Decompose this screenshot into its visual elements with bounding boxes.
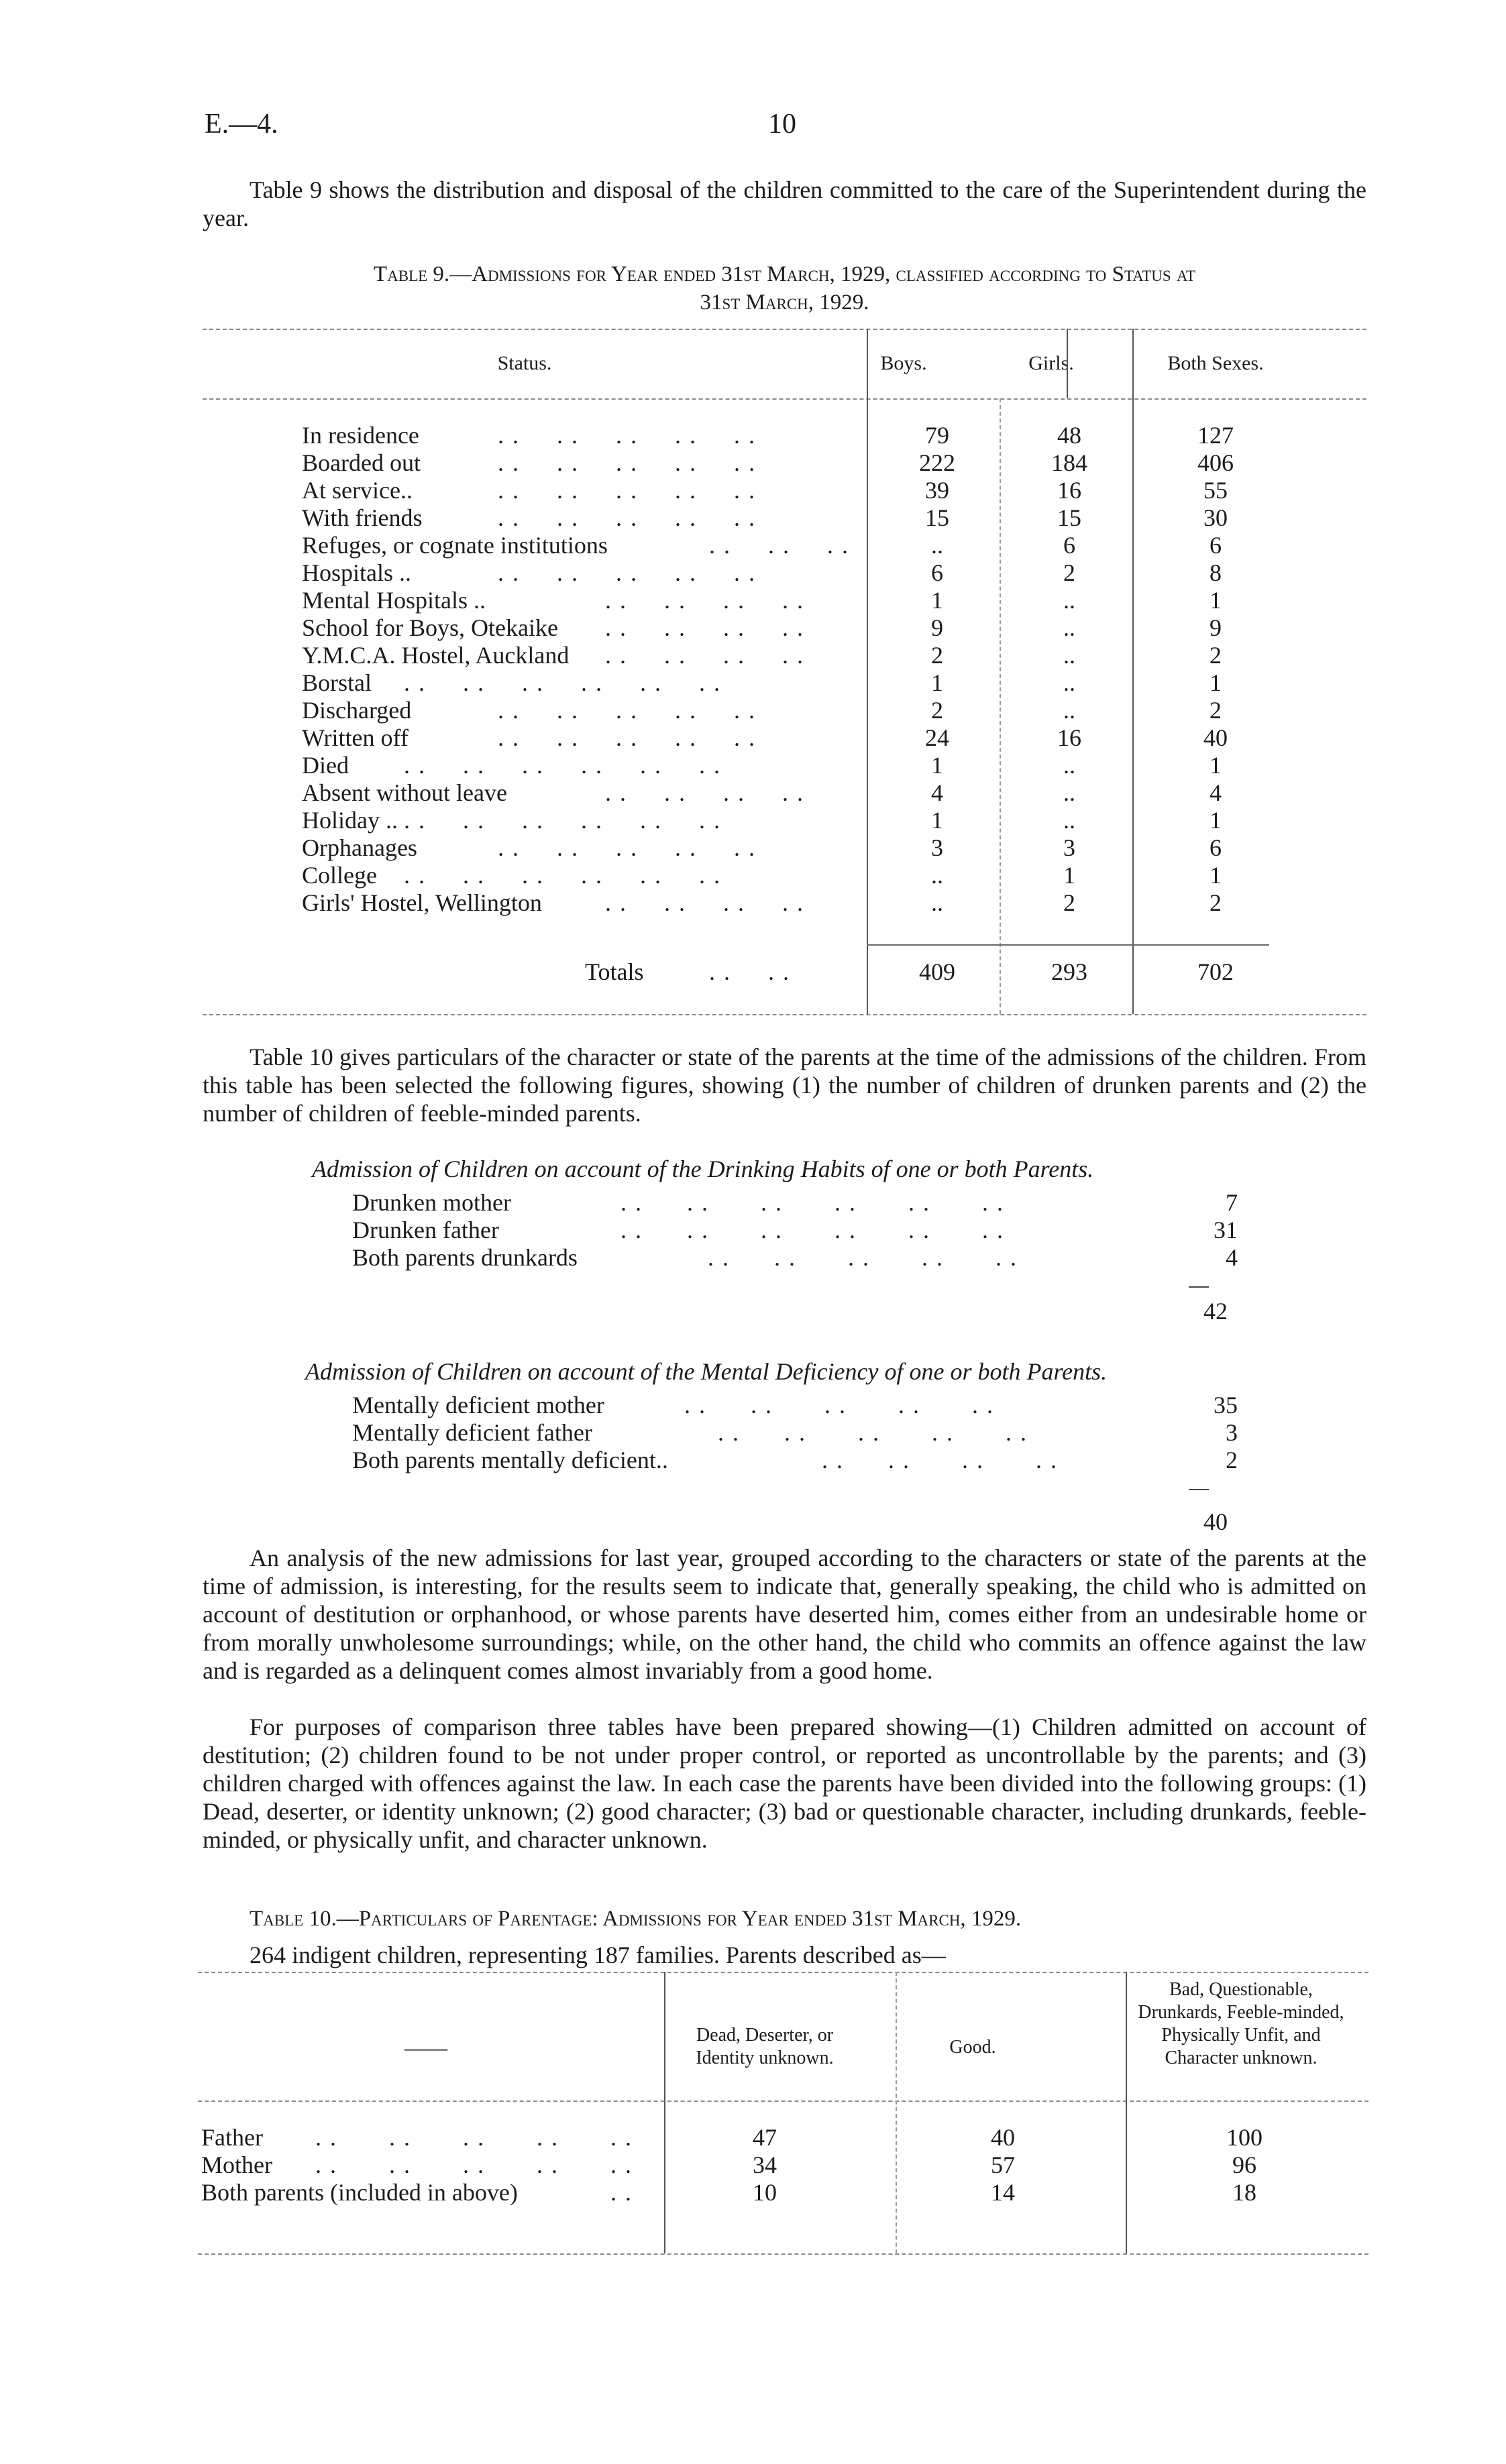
leader-dots: . . . . . . . . . . [718,1419,1028,1446]
table9 [203,329,1366,1033]
table-row [203,751,1366,779]
row-both: 1 [1209,862,1222,889]
row-both: 9 [1209,614,1222,641]
table-row [203,861,1366,889]
row-boys: .. [931,532,943,559]
mental-total: 40 [1203,1508,1228,1535]
row-status: Y.M.C.A. Hostel, Auckland [302,642,570,669]
row-status: At service.. [302,477,413,504]
row-both: 1 [1209,807,1222,834]
table-row [198,2151,1368,2178]
sum-rule [1189,1489,1209,1490]
row-girls: .. [1063,807,1075,834]
row-both: 6 [1209,834,1222,861]
row-boys: 79 [925,422,949,449]
row-status: In residence [302,422,419,449]
table9-caption-line2: 31st March, 1929. [700,290,869,315]
intro-paragraph: Table 9 shows the distribution and disposal of the children committed to the care of the Superintendent during the year. [203,176,1366,231]
table9-caption-line1: Table 9.—Admissions for Year ended 31st March, 1929, classified according to Status at [373,262,1196,286]
leader-dots: . . . . . . . . . . [684,1392,994,1418]
row-boys: 3 [931,834,943,861]
table10-top-rule [198,1972,1368,1973]
row-boys: 24 [925,724,949,751]
list-item [352,1446,1238,1473]
leader-dots: . . . . . . . . . . [498,504,756,531]
leader-dots: . . . . . . [709,532,849,559]
row-status: Holiday .. [302,807,398,834]
item-value: 31 [1214,1217,1238,1243]
leader-dots: . . . . . . . . . . [498,559,756,586]
table9-totals-rule [867,944,1269,946]
row-both: 1 [1209,669,1222,696]
leader-dots: . . . . . . . . [605,889,804,916]
row-both: 2 [1209,889,1222,916]
row-boys: .. [931,889,943,916]
row-both: 2 [1209,642,1222,669]
leader-dots: . . . . . . . . . . [498,697,756,724]
row-girls: .. [1063,614,1075,641]
table-row [198,2123,1368,2151]
totals-boys: 409 [919,958,955,985]
row-both: 406 [1197,449,1234,476]
table9-header-boys: Boys. [880,352,927,374]
drinking-heading: Admission of Children on account of the Drinking Habits of one or both Parents. [312,1156,1094,1182]
row-both: 1 [1209,752,1222,779]
leader-dots: . . . . . . . . . . [315,2151,633,2178]
item-value: 35 [1214,1392,1238,1418]
row-boys: 1 [931,807,943,834]
table9-totals-row [203,958,1366,985]
row-boys: 2 [931,697,943,724]
row-label: Father [201,2124,263,2151]
table10-header-good: Good. [949,2037,996,2058]
item-value: 3 [1226,1419,1238,1446]
table9-bottom-rule [203,1014,1366,1015]
table10-header-rule [198,2101,1368,2102]
row-both: 40 [1203,724,1228,751]
row-status: Discharged [302,697,412,724]
leader-dots: . . . . . . . . . . . . [404,807,721,834]
row-status: School for Boys, Otekaike [302,614,558,641]
list-item [352,1216,1238,1243]
row-good: 40 [991,2124,1015,2151]
table9-header-both: Both Sexes. [1167,352,1264,374]
leader-dots: . . . . . . . . . . [498,449,756,476]
leader-dots: . . . . . . . . . . [708,1244,1018,1271]
row-status: Written off [302,724,409,751]
row-label: Mother [201,2151,272,2178]
row-good: 14 [991,2179,1015,2206]
leader-dots: . . . . . . . . [605,642,804,669]
row-boys: 39 [925,477,949,504]
table-row [203,559,1366,586]
row-girls: 6 [1063,532,1075,559]
table-row [203,806,1366,834]
leader-dots: . . . . . . . . . . [315,2124,633,2151]
table-row [203,531,1366,559]
table10-col-divider-2 [1126,1972,1127,2253]
row-status: Boarded out [302,449,421,476]
row-boys: 1 [931,587,943,614]
row-girls: .. [1063,587,1075,614]
row-bad: 96 [1232,2151,1256,2178]
row-boys: 9 [931,614,943,641]
leader-dots: . . [610,2179,633,2206]
list-item [352,1418,1238,1446]
row-girls: .. [1063,752,1075,779]
leader-dots: . . . . . . . . [822,1447,1058,1473]
table10-caption: Table 10.—Particulars of Parentage: Admissions for Year ended 31st March, 1929. [250,1907,1022,1931]
row-girls: .. [1063,669,1075,696]
row-both: 8 [1209,559,1222,586]
leader-dots: . . . . . . . . . . [498,724,756,751]
row-status: Girls' Hostel, Wellington [302,889,542,916]
table9-caption [203,260,1366,317]
table10-header-blank: —— [405,2035,447,2060]
row-dead: 47 [753,2124,777,2151]
leader-dots: . . . . . . . . . . . . [404,669,721,696]
table10 [198,1972,1368,2280]
table10-header-bad: Bad, Questionable, Drunkards, Feeble-minded, Physically Unfit, and Character unknown. [1138,1979,1344,2068]
row-both: 30 [1203,504,1228,531]
row-status: Refuges, or cognate institutions [302,532,608,559]
leader-dots: . . . . . . . . [605,587,804,614]
row-girls: 2 [1063,559,1075,586]
item-label: Both parents drunkards [352,1244,578,1271]
row-girls: .. [1063,697,1075,724]
row-status: Orphanages [302,834,417,861]
leader-dots: . . . . . . . . . . [498,477,756,504]
row-boys: 222 [919,449,955,476]
list-item [352,1243,1238,1271]
table-row [203,669,1366,696]
row-boys: 4 [931,779,943,806]
table-row [203,449,1366,476]
table-row [203,476,1366,504]
row-bad: 18 [1232,2179,1256,2206]
leader-dots: . . . . . . . . [605,779,804,806]
sum-rule [1189,1286,1209,1288]
table10-intro-paragraph: Table 10 gives particulars of the character or state of the parents at the time of the admissions of the children. From this table has been selected the following figures, showing (1) the number of children of drunken parents and (2) the number of children of feeble-minded parents. [203,1044,1366,1127]
row-boys: 6 [931,559,943,586]
item-label: Both parents mentally deficient.. [352,1447,668,1473]
table9-head-divider-0 [867,329,868,398]
totals-girls: 293 [1051,958,1087,985]
leader-dots: . . . . . . . . [605,614,804,641]
row-dead: 10 [753,2179,777,2206]
table-row [203,504,1366,531]
row-status: Hospitals .. [302,559,412,586]
leader-dots: . . . . . . . . . . . . [404,862,721,889]
row-status: Mental Hospitals .. [302,587,486,614]
table-row [203,421,1366,449]
totals-both: 702 [1197,958,1234,985]
row-boys: 2 [931,642,943,669]
table9-head-divider-2 [1132,329,1134,398]
item-label: Drunken father [352,1217,499,1243]
row-girls: 16 [1057,724,1081,751]
row-girls: .. [1063,642,1075,669]
drinking-total: 42 [1203,1298,1228,1325]
table10-subcaption: 264 indigent children, representing 187 families. Parents described as— [250,1942,946,1968]
purposes-paragraph: For purposes of comparison three tables have been prepared showing—(1) Children admitted on account of destitution; (2) children found to be not under proper control, or reported as uncontrollable by the parents; and (3) children charged with offences against the law. In each case the parents have been divided into the following groups: (1) Dead, deserter, or identity unknown; (2) good character; (3) bad or questionable character, including drunkards, feeble-minded, or physically unfit, and character unknown. [203,1714,1366,1853]
totals-label: Totals [585,958,644,985]
leader-dots: . . . . [709,958,790,985]
row-boys: 1 [931,669,943,696]
leader-dots: . . . . . . . . . . . . [621,1189,1004,1216]
row-status: Died [302,752,349,779]
table-row [203,889,1366,916]
table9-header-status: Status. [497,352,552,374]
row-boys: .. [931,862,943,889]
item-label: Drunken mother [352,1189,511,1216]
row-status: Absent without leave [302,779,507,806]
table-row [203,779,1366,806]
table9-head-divider-1 [1067,329,1068,398]
page-number: 10 [768,109,796,139]
table-row [203,641,1366,669]
row-boys: 15 [925,504,949,531]
row-both: 6 [1209,532,1222,559]
row-status: Borstal [302,669,372,696]
row-girls: 16 [1057,477,1081,504]
list-item [352,1188,1238,1216]
analysis-paragraph: An analysis of the new admissions for last year, grouped according to the characters or state of the parents at the time of admission, is interesting, for the results seem to indicate that, generally speaking, the child who is admitted on account of destitution or orphanhood, or whose parents have deserted him, comes either from an undesirable home or from morally unwholesome surroundings; while, on the other hand, the child who commits an offence against the law and is regarded as a delinquent comes almost invariably from a good home. [203,1545,1366,1684]
row-both: 55 [1203,477,1228,504]
item-value: 4 [1226,1244,1238,1271]
table-row [203,586,1366,614]
row-both: 4 [1209,779,1222,806]
row-girls: 2 [1063,889,1075,916]
row-both: 2 [1209,697,1222,724]
item-label: Mentally deficient mother [352,1392,604,1418]
table-row [203,614,1366,641]
row-boys: 1 [931,752,943,779]
leader-dots: . . . . . . . . . . . . [404,752,721,779]
table-row [203,696,1366,724]
row-girls: .. [1063,779,1075,806]
table9-header-rule [203,398,1366,400]
table10-header-dead: Dead, Deserter, or Identity unknown. [696,2025,834,2068]
row-girls: 15 [1057,504,1081,531]
row-girls: 48 [1057,422,1081,449]
row-status: College [302,862,377,889]
row-bad: 100 [1226,2124,1262,2151]
table10-col-divider-1 [896,1972,897,2253]
row-dead: 34 [753,2151,777,2178]
row-both: 1 [1209,587,1222,614]
row-status: With friends [302,504,423,531]
list-item [352,1391,1238,1418]
mental-heading: Admission of Children on account of the Mental Deficiency of one or both Parents. [305,1358,1108,1385]
table10-col-divider-0 [664,1972,665,2253]
table-row [203,724,1366,751]
item-value: 2 [1226,1447,1238,1473]
row-good: 57 [991,2151,1015,2178]
row-label: Both parents (included in above) [201,2179,518,2206]
leader-dots: . . . . . . . . . . . . [621,1217,1004,1243]
item-value: 7 [1226,1189,1238,1216]
row-girls: 184 [1051,449,1087,476]
row-girls: 1 [1063,862,1075,889]
row-both: 127 [1197,422,1234,449]
table9-top-rule [203,329,1366,330]
leader-dots: . . . . . . . . . . [498,422,756,449]
document-reference: E.—4. [205,109,278,139]
item-label: Mentally deficient father [352,1419,592,1446]
leader-dots: . . . . . . . . . . [498,834,756,861]
table9-header-girls: Girls. [1028,352,1074,374]
table10-bottom-rule [198,2253,1368,2255]
row-girls: 3 [1063,834,1075,861]
table-row [198,2178,1368,2206]
table-row [203,834,1366,861]
